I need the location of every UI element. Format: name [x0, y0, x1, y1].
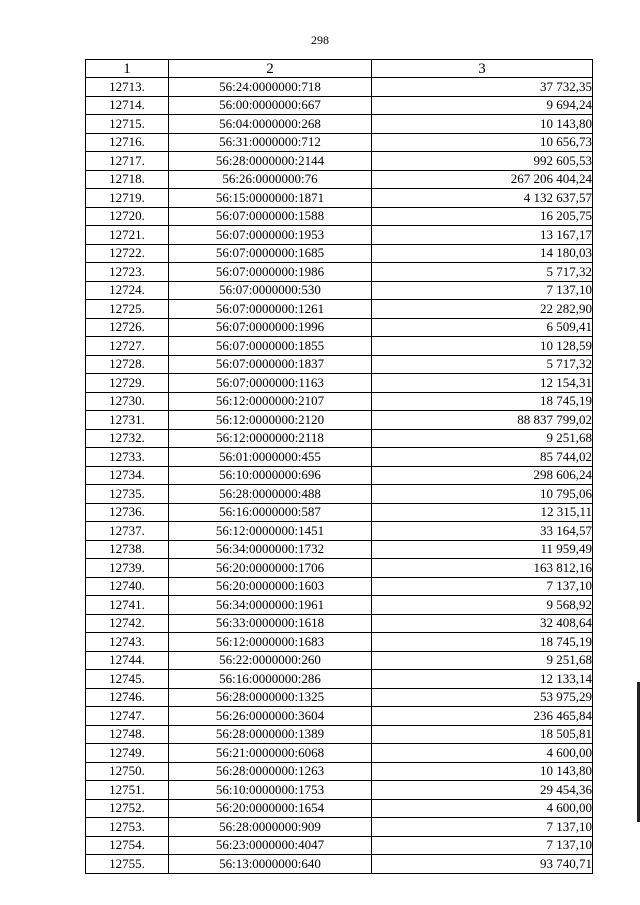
cadastral-number-cell: 56:34:0000000:1732: [169, 540, 372, 559]
cadastral-number-cell: 56:07:0000000:530: [169, 281, 372, 300]
table-row: [86, 485, 593, 504]
row-number-cell: 12721.: [86, 226, 169, 245]
value-cell: 88 837 799,02: [372, 411, 593, 430]
table-row: [86, 152, 593, 171]
cadastral-number-cell: 56:13:0000000:640: [169, 855, 372, 874]
value-cell: 163 812,16: [372, 559, 593, 578]
cadastral-number-cell: 56:07:0000000:1996: [169, 318, 372, 337]
value-cell: 9 694,24: [372, 96, 593, 115]
table-row: [86, 78, 593, 97]
row-number-cell: 12738.: [86, 540, 169, 559]
row-number-cell: 12751.: [86, 781, 169, 800]
cadastral-number-cell: 56:28:0000000:488: [169, 485, 372, 504]
value-cell: 12 133,14: [372, 670, 593, 689]
cadastral-number-cell: 56:07:0000000:1953: [169, 226, 372, 245]
row-number-cell: 12753.: [86, 818, 169, 837]
cadastral-number-cell: 56:04:0000000:268: [169, 115, 372, 134]
row-number-cell: 12736.: [86, 503, 169, 522]
row-number-cell: 12724.: [86, 281, 169, 300]
row-number-cell: 12716.: [86, 133, 169, 152]
row-number-cell: 12755.: [86, 855, 169, 874]
row-number-cell: 12731.: [86, 411, 169, 430]
table-row: [86, 281, 593, 300]
value-cell: 10 143,80: [372, 762, 593, 781]
column-header-2: 2: [169, 60, 372, 78]
row-number-cell: 12746.: [86, 688, 169, 707]
row-number-cell: 12749.: [86, 744, 169, 763]
table-row: [86, 559, 593, 578]
row-number-cell: 12747.: [86, 707, 169, 726]
cadastral-number-cell: 56:28:0000000:2144: [169, 152, 372, 171]
value-cell: 10 128,59: [372, 337, 593, 356]
cadastral-number-cell: 56:07:0000000:1837: [169, 355, 372, 374]
cadastral-number-cell: 56:07:0000000:1986: [169, 263, 372, 282]
table-row: [86, 355, 593, 374]
cadastral-number-cell: 56:07:0000000:1685: [169, 244, 372, 263]
row-number-cell: 12713.: [86, 78, 169, 97]
cadastral-number-cell: 56:20:0000000:1706: [169, 559, 372, 578]
cadastral-number-cell: 56:07:0000000:1855: [169, 337, 372, 356]
value-cell: 7 137,10: [372, 818, 593, 837]
table-row: [86, 318, 593, 337]
cadastral-number-cell: 56:01:0000000:455: [169, 448, 372, 467]
value-cell: 7 137,10: [372, 281, 593, 300]
cadastral-number-cell: 56:07:0000000:1588: [169, 207, 372, 226]
row-number-cell: 12735.: [86, 485, 169, 504]
table-row: [86, 688, 593, 707]
row-number-cell: 12750.: [86, 762, 169, 781]
row-number-cell: 12729.: [86, 374, 169, 393]
table-row: [86, 263, 593, 282]
value-cell: 9 251,68: [372, 429, 593, 448]
value-cell: 18 745,19: [372, 633, 593, 652]
value-cell: 37 732,35: [372, 78, 593, 97]
value-cell: 13 167,17: [372, 226, 593, 245]
table-row: [86, 540, 593, 559]
cadastral-number-cell: 56:22:0000000:260: [169, 651, 372, 670]
table-row: [86, 448, 593, 467]
value-cell: 93 740,71: [372, 855, 593, 874]
cadastral-number-cell: 56:12:0000000:1451: [169, 522, 372, 541]
table-row: [86, 96, 593, 115]
row-number-cell: 12739.: [86, 559, 169, 578]
row-number-cell: 12726.: [86, 318, 169, 337]
cadastral-number-cell: 56:28:0000000:1389: [169, 725, 372, 744]
table-row: [86, 244, 593, 263]
row-number-cell: 12752.: [86, 799, 169, 818]
cadastral-number-cell: 56:26:0000000:3604: [169, 707, 372, 726]
cadastral-number-cell: 56:00:0000000:667: [169, 96, 372, 115]
row-number-cell: 12740.: [86, 577, 169, 596]
value-cell: 22 282,90: [372, 300, 593, 319]
row-number-cell: 12715.: [86, 115, 169, 134]
row-number-cell: 12723.: [86, 263, 169, 282]
value-cell: 85 744,02: [372, 448, 593, 467]
value-cell: 5 717,32: [372, 355, 593, 374]
cadastral-number-cell: 56:12:0000000:2107: [169, 392, 372, 411]
value-cell: 267 206 404,24: [372, 170, 593, 189]
value-cell: 33 164,57: [372, 522, 593, 541]
value-cell: 18 745,19: [372, 392, 593, 411]
value-cell: 29 454,36: [372, 781, 593, 800]
table-row: [86, 577, 593, 596]
table-row: [86, 374, 593, 393]
value-cell: 10 656,73: [372, 133, 593, 152]
table-row: [86, 744, 593, 763]
row-number-cell: 12744.: [86, 651, 169, 670]
row-number-cell: 12754.: [86, 836, 169, 855]
row-number-cell: 12718.: [86, 170, 169, 189]
table-row: [86, 115, 593, 134]
value-cell: 4 600,00: [372, 799, 593, 818]
cadastral-number-cell: 56:12:0000000:1683: [169, 633, 372, 652]
row-number-cell: 12733.: [86, 448, 169, 467]
value-cell: 7 137,10: [372, 836, 593, 855]
value-cell: 16 205,75: [372, 207, 593, 226]
table-row: [86, 633, 593, 652]
table-row: [86, 781, 593, 800]
row-number-cell: 12719.: [86, 189, 169, 208]
table-row: [86, 725, 593, 744]
table-row: [86, 337, 593, 356]
table-row: [86, 670, 593, 689]
cadastral-number-cell: 56:20:0000000:1654: [169, 799, 372, 818]
table-row: [86, 411, 593, 430]
cadastral-number-cell: 56:21:0000000:6068: [169, 744, 372, 763]
cadastral-number-cell: 56:28:0000000:1325: [169, 688, 372, 707]
table-body: [86, 78, 593, 874]
cadastral-number-cell: 56:26:0000000:76: [169, 170, 372, 189]
value-cell: 6 509,41: [372, 318, 593, 337]
cadastral-number-cell: 56:15:0000000:1871: [169, 189, 372, 208]
table-row: [86, 207, 593, 226]
table-row: [86, 836, 593, 855]
table-row: [86, 651, 593, 670]
data-table: [85, 59, 593, 874]
value-cell: 992 605,53: [372, 152, 593, 171]
cadastral-number-cell: 56:16:0000000:587: [169, 503, 372, 522]
row-number-cell: 12734.: [86, 466, 169, 485]
value-cell: 4 132 637,57: [372, 189, 593, 208]
cadastral-number-cell: 56:23:0000000:4047: [169, 836, 372, 855]
row-number-cell: 12748.: [86, 725, 169, 744]
cadastral-number-cell: 56:34:0000000:1961: [169, 596, 372, 615]
table-row: [86, 392, 593, 411]
row-number-cell: 12728.: [86, 355, 169, 374]
row-number-cell: 12725.: [86, 300, 169, 319]
table-row: [86, 818, 593, 837]
value-cell: 12 154,31: [372, 374, 593, 393]
column-header-1: 1: [86, 60, 169, 78]
table-row: [86, 170, 593, 189]
table-row: [86, 855, 593, 874]
page-number: 298: [311, 33, 329, 47]
cadastral-number-cell: 56:12:0000000:2118: [169, 429, 372, 448]
row-number-cell: 12745.: [86, 670, 169, 689]
table-row: [86, 762, 593, 781]
cadastral-number-cell: 56:07:0000000:1261: [169, 300, 372, 319]
table-row: [86, 614, 593, 633]
value-cell: 10 795,06: [372, 485, 593, 504]
value-cell: 9 251,68: [372, 651, 593, 670]
table-row: [86, 300, 593, 319]
table-row: [86, 226, 593, 245]
cadastral-number-cell: 56:28:0000000:1263: [169, 762, 372, 781]
value-cell: 4 600,00: [372, 744, 593, 763]
table-row: [86, 503, 593, 522]
row-number-cell: 12722.: [86, 244, 169, 263]
row-number-cell: 12727.: [86, 337, 169, 356]
table-row: [86, 189, 593, 208]
value-cell: 7 137,10: [372, 577, 593, 596]
cadastral-number-cell: 56:10:0000000:696: [169, 466, 372, 485]
cadastral-number-cell: 56:12:0000000:2120: [169, 411, 372, 430]
cadastral-number-cell: 56:31:0000000:712: [169, 133, 372, 152]
value-cell: 236 465,84: [372, 707, 593, 726]
cadastral-number-cell: 56:28:0000000:909: [169, 818, 372, 837]
row-number-cell: 12737.: [86, 522, 169, 541]
value-cell: 11 959,49: [372, 540, 593, 559]
cadastral-number-cell: 56:10:0000000:1753: [169, 781, 372, 800]
table-row: [86, 707, 593, 726]
table-row: [86, 522, 593, 541]
value-cell: 53 975,29: [372, 688, 593, 707]
value-cell: 18 505,81: [372, 725, 593, 744]
table-row: [86, 429, 593, 448]
value-cell: 298 606,24: [372, 466, 593, 485]
row-number-cell: 12714.: [86, 96, 169, 115]
value-cell: 10 143,80: [372, 115, 593, 134]
table-header-row: [86, 60, 593, 78]
cadastral-number-cell: 56:16:0000000:286: [169, 670, 372, 689]
table-row: [86, 466, 593, 485]
cadastral-number-cell: 56:33:0000000:1618: [169, 614, 372, 633]
cadastral-number-cell: 56:20:0000000:1603: [169, 577, 372, 596]
row-number-cell: 12732.: [86, 429, 169, 448]
value-cell: 14 180,03: [372, 244, 593, 263]
row-number-cell: 12717.: [86, 152, 169, 171]
row-number-cell: 12743.: [86, 633, 169, 652]
column-header-3: 3: [372, 60, 593, 78]
row-number-cell: 12742.: [86, 614, 169, 633]
value-cell: 5 717,32: [372, 263, 593, 282]
row-number-cell: 12720.: [86, 207, 169, 226]
cadastral-number-cell: 56:07:0000000:1163: [169, 374, 372, 393]
row-number-cell: 12741.: [86, 596, 169, 615]
value-cell: 32 408,64: [372, 614, 593, 633]
cadastral-number-cell: 56:24:0000000:718: [169, 78, 372, 97]
table-row: [86, 596, 593, 615]
table-row: [86, 799, 593, 818]
value-cell: 9 568,92: [372, 596, 593, 615]
value-cell: 12 315,11: [372, 503, 593, 522]
table-row: [86, 133, 593, 152]
row-number-cell: 12730.: [86, 392, 169, 411]
